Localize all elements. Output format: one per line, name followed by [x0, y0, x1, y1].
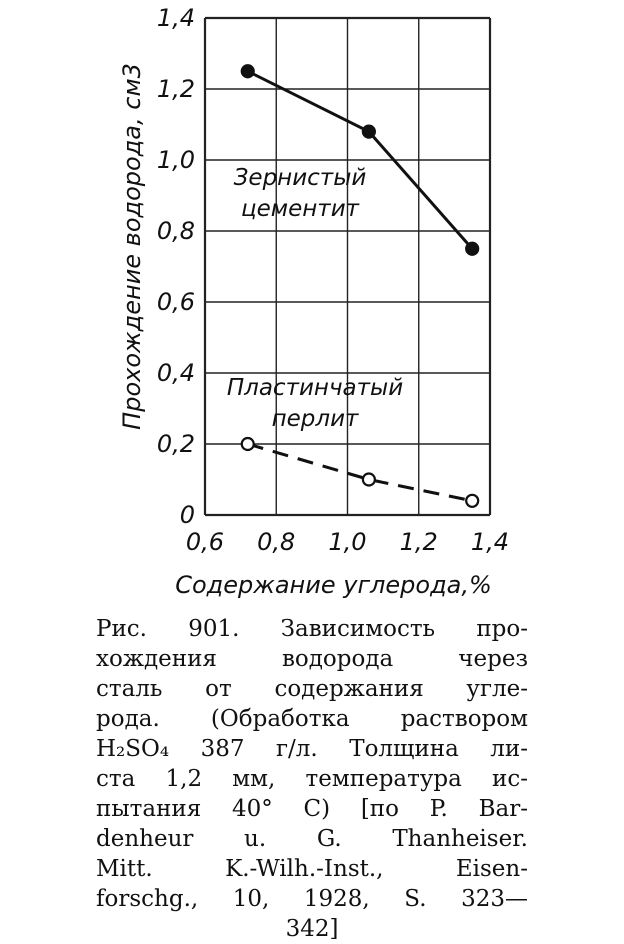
- x-tick-label: 1,2: [399, 528, 438, 556]
- series-label: Пластинчатый: [226, 375, 404, 401]
- figure-caption: [96, 614, 528, 944]
- caption-line: denheur u. G. Thanheiser.: [96, 826, 528, 852]
- y-tick-label: 0: [179, 501, 195, 529]
- data-point: [466, 243, 478, 255]
- y-tick-label: 0,4: [156, 359, 195, 387]
- series-label: Зернистый: [233, 165, 367, 191]
- caption-line: 342]: [285, 916, 339, 942]
- caption-line: Mitt. K.-Wilh.-Inst., Eisen-: [96, 856, 528, 882]
- caption-line: ста 1,2 мм, температура ис-: [96, 766, 528, 792]
- y-tick-label: 1,4: [156, 4, 195, 32]
- x-tick-label: 1,0: [328, 528, 367, 556]
- y-tick-label: 0,8: [156, 217, 195, 245]
- caption-line: пытания 40° С) [по P. Bar-: [96, 796, 528, 822]
- data-point: [242, 438, 254, 450]
- caption-line: H₂SO₄ 387 г/л. Толщина ли-: [96, 736, 528, 762]
- series-line: [248, 444, 472, 501]
- y-axis-label: Прохождение водорода, см3: [118, 63, 146, 430]
- y-tick-label: 1,0: [156, 146, 195, 174]
- caption-line: хождения водорода через: [96, 646, 528, 672]
- data-point: [363, 126, 375, 138]
- y-tick-label: 0,6: [156, 288, 195, 316]
- series-label: перлит: [271, 406, 359, 432]
- caption-line: Рис. 901. Зависимость про-: [96, 616, 528, 642]
- series-label: цементит: [240, 196, 360, 222]
- data-point: [363, 474, 375, 486]
- y-tick-label: 0,2: [156, 430, 195, 458]
- caption-line: рода. (Обработка раствором: [96, 706, 528, 732]
- x-tick-label: 0,8: [257, 528, 296, 556]
- x-axis-label: Содержание углерода,%: [175, 571, 492, 599]
- caption-line: сталь от содержания угле-: [96, 676, 528, 702]
- y-tick-label: 1,2: [156, 75, 195, 103]
- data-point: [242, 65, 254, 77]
- x-tick-label: 1,4: [470, 528, 510, 556]
- caption-line: forschg., 10, 1928, S. 323—: [96, 886, 528, 912]
- x-tick-label: 0,6: [185, 528, 225, 556]
- data-point: [466, 495, 478, 507]
